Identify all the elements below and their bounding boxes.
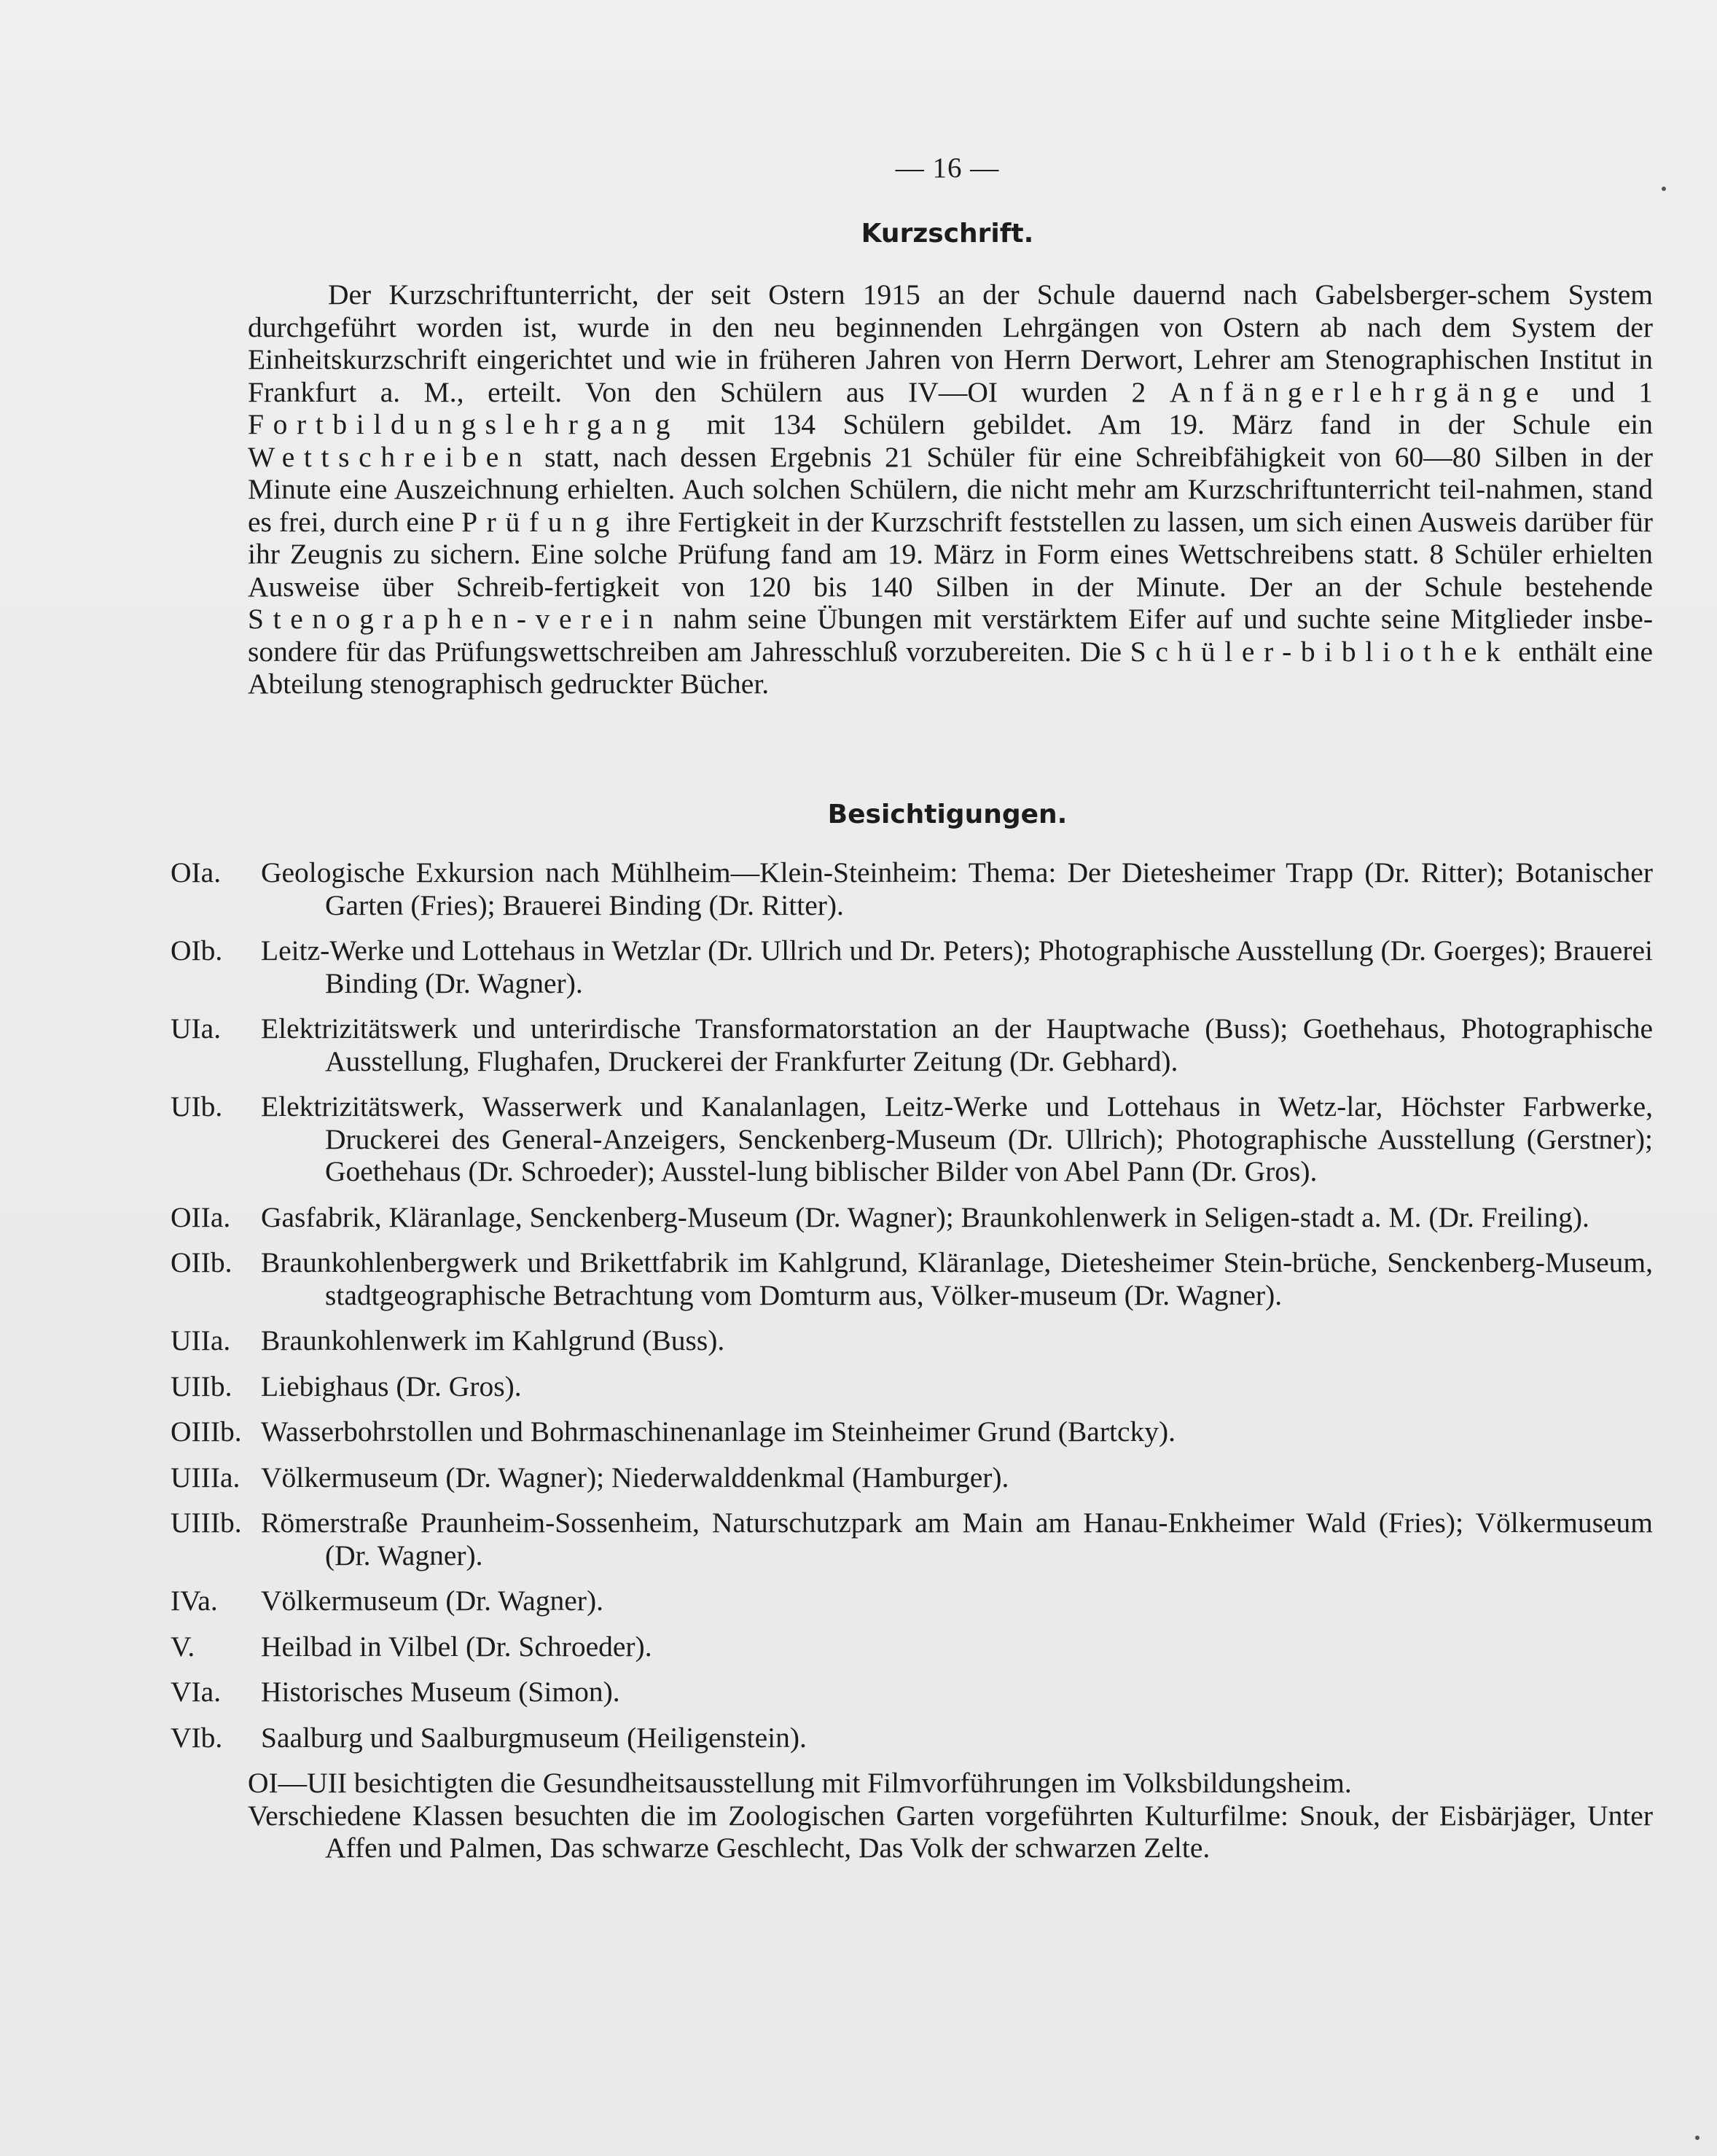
list-item: UIa. Elektrizitätswerk und unterirdische Transformatorstation an der Hauptwache (Buss); Goethehaus, Photographische Ausstellung, Flughafen, Druckerei der Frankfurter Zeitung (Dr. Gebhard). [171,1012,1653,1077]
entry-text: Braunkohlenwerk im Kahlgrund (Buss). [261,1324,725,1356]
scan-speck [1695,2136,1700,2140]
list-item: UIIa. Braunkohlenwerk im Kahlgrund (Buss). [171,1324,725,1356]
list-item: VIa. Historisches Museum (Simon). [171,1676,620,1708]
section-title-kurzschrift: Kurzschrift. [861,219,1034,249]
entry-text: Wasserbohrstollen und Bohrmaschinenanlage im Steinheimer Grund (Bartcky). [261,1415,1176,1448]
entry-text: Historisches Museum (Simon). [261,1676,620,1708]
list-item: OIIa. Gasfabrik, Kläranlage, Senckenberg-Museum (Dr. Wagner); Braunkohlenwerk in Seligen-stadt a. M. (Dr. Freiling). [171,1200,1589,1233]
entry-text: Heilbad in Vilbel (Dr. Schroeder). [261,1630,652,1663]
entry-text: Gasfabrik, Kläranlage, Senckenberg-Museum (Dr. Wagner); Braunkohlenwerk in Seligen-stadt a. M. (Dr. Freiling). [261,1200,1589,1233]
entry-text: Liebighaus (Dr. Gros). [261,1370,522,1402]
closing-line-1: OI—UII besichtigten die Gesundheitsausstellung mit Filmvorführungen im Volksbildungsheim. [248,1767,1352,1799]
list-item: V. Heilbad in Vilbel (Dr. Schroeder). [171,1630,652,1663]
list-item: UIIIa. Völkermuseum (Dr. Wagner); Niederwalddenkmal (Hamburger). [171,1461,1009,1493]
entry-text: Völkermuseum (Dr. Wagner); Niederwalddenkmal (Hamburger). [261,1461,1009,1493]
list-item: OIIIb. Wasserbohrstollen und Bohrmaschinenanlage im Steinheimer Grund (Bartcky). [171,1415,1176,1448]
list-item: OIa. Geologische Exkursion nach Mühlheim—Klein-Steinheim: Thema: Der Dietesheimer Trapp (Dr. Ritter); Botanischer Garten (Fries); Brauerei Binding (Dr. Ritter). [171,856,1653,921]
list-item: OIIb. Braunkohlenbergwerk und Brikettfabrik im Kahlgrund, Kläranlage, Dietesheimer Stein-brüche, Senckenberg-Museum, stadtgeographische Betrachtung vom Domturm aus, Völker-museum (Dr. Wagner). [171,1246,1653,1311]
entry-text: Leitz-Werke und Lottehaus in Wetzlar (Dr. Ullrich und Dr. Peters); Photographische Ausstellung (Dr. Goerges); Brauerei Binding (Dr. Wagner). [261,934,1653,999]
entry-text: Saalburg und Saalburgmuseum (Heiligenstein). [261,1721,807,1754]
closing-line-2: Verschiedene Klassen besuchten die im Zoologischen Garten vorgeführten Kulturfilme: Snouk, der Eisbärjäger, Unter Affen und Palmen, Das schwarze Geschlecht, Das Volk der schwarzen Zelte. [248,1799,1653,1864]
besichtigungen-list [171,856,1653,1864]
section-title-besichtigungen: Besichtigungen. [827,800,1068,829]
entry-text: Völkermuseum (Dr. Wagner). [261,1585,603,1617]
page-number: — 16 — [895,152,1000,184]
list-item: UIIIb. Römerstraße Praunheim-Sossenheim, Naturschutzpark am Main am Hanau-Enkheimer Wald (Fries); Völkermuseum (Dr. Wagner). [171,1507,1653,1571]
list-item: UIIb. Liebighaus (Dr. Gros). [171,1370,522,1402]
list-item: UIb. Elektrizitätswerk, Wasserwerk und Kanalanlagen, Leitz-Werke und Lottehaus in Wetz-lar, Höchster Farbwerke, Druckerei des General-Anzeigers, Senckenberg-Museum (Dr. Ullrich); Photographische Ausstellung (Gerstner); Goethehaus (Dr. Schroeder); Ausstel-lung biblischer Bilder von Abel Pann (Dr. Gros). [171,1090,1653,1187]
kurzschrift-paragraph: Der Kurzschriftunterricht, der seit Ostern 1915 an der Schule dauernd nach Gabelsberger-schem System durchgeführt worden ist, wurde in den neu beginnenden Lehrgängen von Ostern ab nach dem System der Einheitskurzschrift eingerichtet und wie in früheren Jahren von Herrn Derwort, Lehrer am Stenographischen Institut in Frankfurt a. M., erteilt. Von den Schülern aus IV—OI wurden 2 Anfängerlehrgänge und 1 Fortbildungslehrgang mit 134 Schülern gebildet. Am 19. März fand in der Schule ein Wettschreiben statt, nach dessen Ergebnis 21 Schüler für eine Schreibfähigkeit von 60—80 Silben in der Minute eine Auszeichnung erhielten. Auch solchen Schülern, die nicht mehr am Kurzschriftunterricht teil-nahmen, stand es frei, durch eine Prüfung ihre Fertigkeit in der Kurzschrift feststellen zu lassen, um sich einen Ausweis darüber für ihr Zeugnis zu sichern. Eine solche Prüfung fand am 19. März in Form eines Wettschreibens statt. 8 Schüler erhielten Ausweise über Schreib-fertigkeit von 120 bis 140 Silben in der Minute. Der an der Schule bestehende Stenographen-verein nahm seine Übungen mit verstärktem Eifer auf und suchte seine Mitglieder insbe-sondere für das Prüfungswettschreiben am Jahresschluß vorzubereiten. Die Schüler-bibliothek enthält eine Abteilung stenographisch gedruckter Bücher. [248,278,1654,700]
scan-speck [1662,187,1666,191]
closing-paragraph [248,1767,1653,1864]
list-item: VIb. Saalburg und Saalburgmuseum (Heiligenstein). [171,1721,807,1754]
entry-text: Geologische Exkursion nach Mühlheim—Klein-Steinheim: Thema: Der Dietesheimer Trapp (Dr. Ritter); Botanischer Garten (Fries); Brauerei Binding (Dr. Ritter). [261,856,1653,921]
entry-text: Römerstraße Praunheim-Sossenheim, Naturschutzpark am Main am Hanau-Enkheimer Wald (Fries); Völkermuseum (Dr. Wagner). [261,1507,1653,1571]
list-item: IVa. Völkermuseum (Dr. Wagner). [171,1585,603,1617]
list-item: OIb. Leitz-Werke und Lottehaus in Wetzlar (Dr. Ullrich und Dr. Peters); Photographische Ausstellung (Dr. Goerges); Brauerei Binding (Dr. Wagner). [171,934,1653,999]
entry-text: Elektrizitätswerk und unterirdische Transformatorstation an der Hauptwache (Buss); Goethehaus, Photographische Ausstellung, Flughafen, Druckerei der Frankfurter Zeitung (Dr. Gebhard). [261,1012,1653,1077]
entry-text: Braunkohlenbergwerk und Brikettfabrik im Kahlgrund, Kläranlage, Dietesheimer Stein-brüche, Senckenberg-Museum, stadtgeographische Betrachtung vom Domturm aus, Völker-museum (Dr. Wagner). [261,1246,1653,1311]
entry-text: Elektrizitätswerk, Wasserwerk und Kanalanlagen, Leitz-Werke und Lottehaus in Wetz-lar, Höchster Farbwerke, Druckerei des General-Anzeigers, Senckenberg-Museum (Dr. Ullrich); Photographische Ausstellung (Gerstner); Goethehaus (Dr. Schroeder); Ausstel-lung biblischer Bilder von Abel Pann (Dr. Gros). [261,1090,1653,1187]
